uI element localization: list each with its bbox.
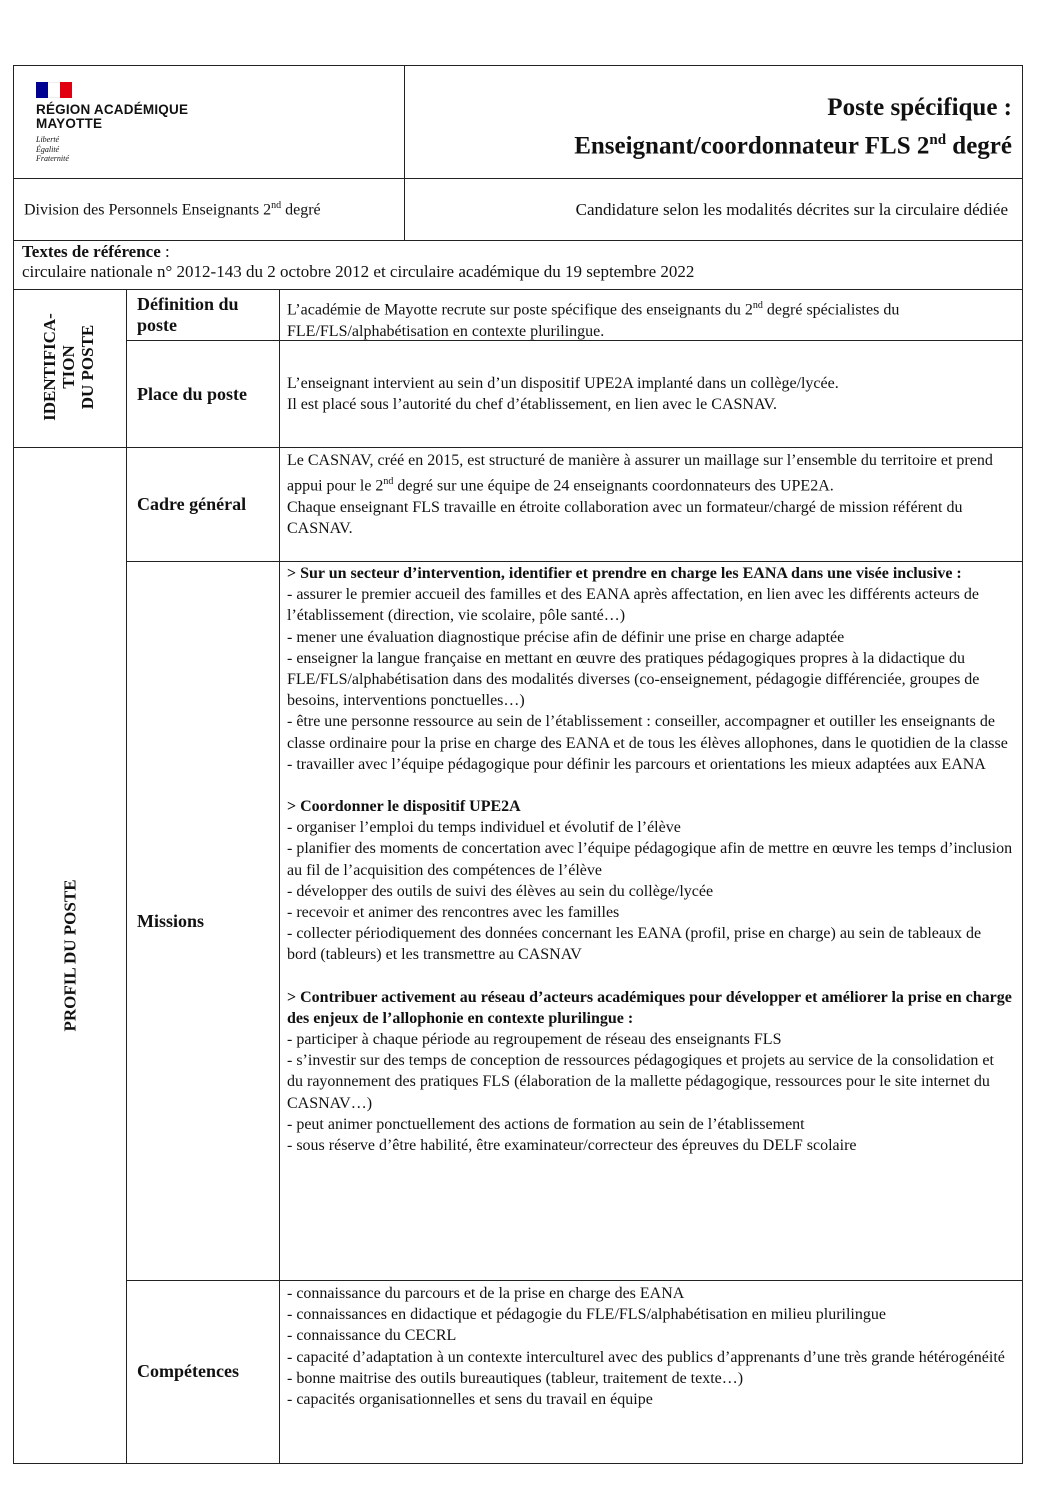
place-label: Place du poste [137, 384, 247, 404]
divider [126, 1280, 1023, 1281]
divider [404, 65, 405, 240]
section-profil-label: PROFIL DU POSTE [60, 879, 80, 1032]
cadre-text: Le CASNAV, créé en 2015, est structuré de manière à assurer un maillage sur l’ensemble du territoire et prend appui pour le 2nd degré sur une équipe de 24 enseignants coordonnateurs des UPE2A. Chaque enseignant FLS travaille en étroite collaboration avec un formateur/chargé de mission référent du CASNAV. [287, 452, 993, 537]
divider [13, 178, 1023, 179]
page-title: Poste spécifique : Enseignant/coordonnateur FLS 2nd degré [574, 94, 1012, 160]
motto: Liberté Égalité Fraternité [36, 135, 69, 163]
flag-icon [36, 82, 72, 98]
section-identification-label: IDENTIFICA- TION DU POSTE [40, 313, 97, 421]
divider [279, 289, 280, 1464]
reference-texts: Textes de référence : circulaire nationale n° 2012-143 du 2 octobre 2012 et circulaire académique du 19 septembre 2022 [22, 242, 695, 281]
divider [13, 447, 1023, 448]
missions-label: Missions [137, 911, 205, 931]
candidature-note: Candidature selon les modalités décrites sur la circulaire dédiée [575, 200, 1008, 219]
missions-text: > Sur un secteur d’intervention, identifier et prendre en charge les EANA dans une visée inclusive : - assurer le premier accueil des familles et des EANA après affectation, en lien avec les différents acteurs de l’établissement (direction, vie scolaire, pôle santé…) - mener une évaluation diagnostique précise afin de définir une prise en charge adaptée - enseigner la langue française en mettant en œuvre des pratiques pédagogiques propres à la didactique du FLE/FLS/alphabétisation dans des modalités diverses (co-enseignement, pédagogie différenciée, groupes de besoins, interventions ponctuelles…) - être une personne ressource au sein de l’établissement : conseiller, accompagner et outiller les enseignants de classe ordinaire pour la prise en charge des EANA et de tous les élèves allophones, dans le quotidien de la classe - travailler avec l’équipe pédagogique pour définir les parcours et orientations les mieux adaptées aux EANA > Coordonner le dispositif UPE2A - organiser l’emploi du temps individuel et évolutif de l’élève - planifier des moments de concertation avec l’équipe pédagogique afin de mettre en œuvre les temps d’inclusion au fil de l’acquisition des compétences de l’élève - développer des outils de suivi des élèves au sein du collège/lycée - recevoir et animer des rencontres avec les familles - collecter périodiquement des données concernant les EANA (profil, prise en charge) au sein de tableaux de bord (tableurs) et les transmettre au CASNAV > Contribuer activement au réseau d’acteurs académiques pour développer et améliorer la prise en charge des enjeux de l’allophonie en contexte plurilingue : - participer à chaque période au regroupement de réseau des enseignants FLS - s’investir sur des temps de conception de ressources pédagogiques et projets au service de la consolidation et du rayonnement des pratiques FLS (élaboration de la mallette pédagogique, ressources pour le site internet du CASNAV…) - peut animer ponctuellement des actions de formation au sein de l’établissement - sous réserve d’être habilité, être examinateur/correcteur des épreuves du DELF scolaire [287, 565, 1013, 1155]
division-label: Division des Personnels Enseignants 2nd degré [24, 200, 321, 219]
definition-text: L’académie de Mayotte recrute sur poste spécifique des enseignants du 2nd degré spécialistes du FLE/FLS/alphabétisation en contexte plurilingue. [287, 300, 900, 340]
republic-logo [36, 82, 188, 164]
definition-label: Définition du poste [137, 294, 239, 335]
logo-academy: MAYOTTE [36, 116, 103, 131]
divider [126, 561, 1023, 562]
competences-label: Compétences [137, 1361, 239, 1381]
cadre-label: Cadre général [137, 494, 247, 514]
place-text: L’enseignant intervient au sein d’un dispositif UPE2A implanté dans un collège/lycée. Il est placé sous l’autorité du chef d’établissement, en lien avec le CASNAV. [287, 375, 839, 414]
competences-text: - connaissance du parcours et de la prise en charge des EANA - connaissances en didactique et pédagogie du FLE/FLS/alphabétisation en milieu plurilingue - connaissance du CECRL - capacité d’adaptation à un contexte interculturel avec des publics d’apprenants d’une très grande hétérogénéité - bonne maitrise des outils bureautiques (tableur, traitement de texte…) - capacités organisationnelles et sens du travail en équipe [287, 1285, 1005, 1409]
divider [13, 240, 1023, 241]
divider [13, 289, 1023, 290]
logo-region: RÉGION ACADÉMIQUE [36, 102, 189, 117]
divider [126, 289, 127, 1464]
